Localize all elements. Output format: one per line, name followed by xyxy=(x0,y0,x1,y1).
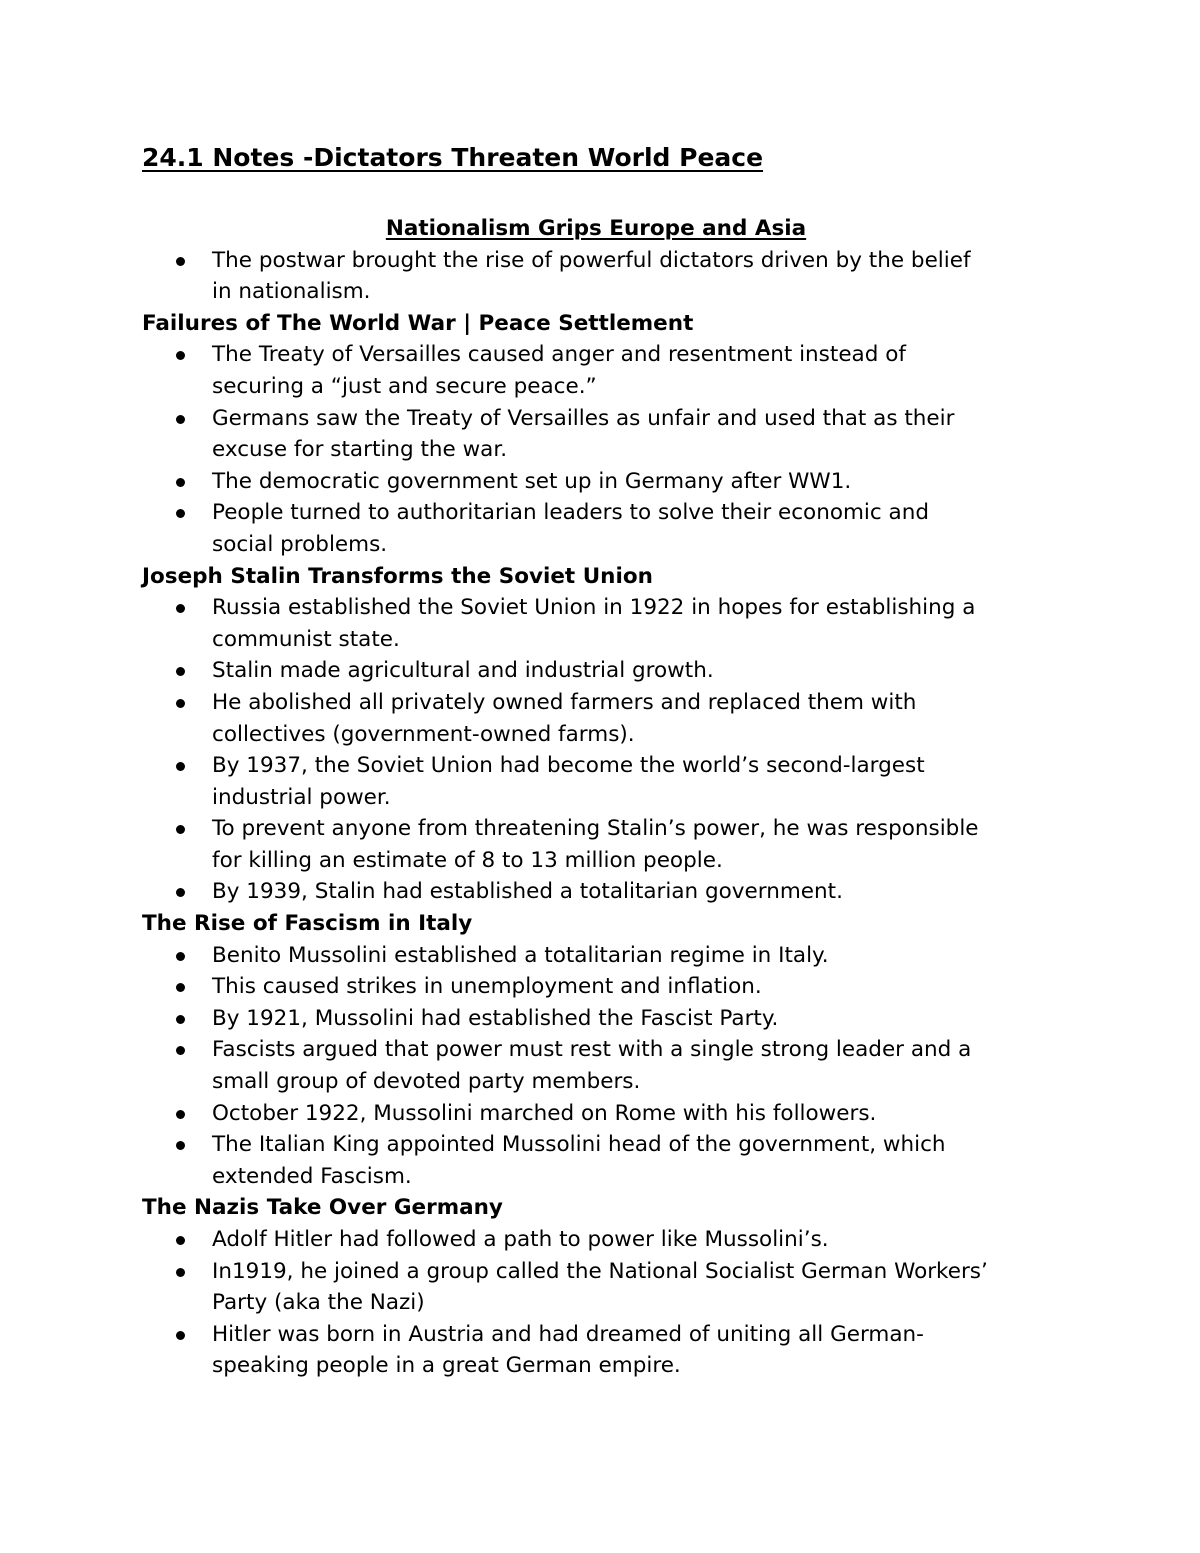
list-item xyxy=(142,1256,990,1319)
list-item xyxy=(142,403,990,466)
bullet-icon xyxy=(176,351,185,360)
list-item-text: By 1937, the Soviet Union had become the world’s second-largest industrial power. xyxy=(212,753,925,810)
list-item-text: Germans saw the Treaty of Versailles as unfair and used that as their excuse for starting the war. xyxy=(212,405,955,463)
list-item-text: To prevent anyone from threatening Stalin’s power, he was responsible for killing an estimate of 8 to 13 million people. xyxy=(212,816,979,873)
bullet-icon xyxy=(176,509,185,518)
bullet-icon xyxy=(176,825,185,834)
list-item-text: October 1922, Mussolini marched on Rome with his followers. xyxy=(212,1100,877,1126)
section-heading: Failures of The World War | Peace Settlement xyxy=(142,310,694,336)
list-item-text: Hitler was born in Austria and had dreamed of uniting all German-speaking people in a great German empire. xyxy=(212,1321,924,1379)
bullet-icon xyxy=(176,257,185,266)
bullet-icon xyxy=(176,1268,185,1277)
list-item-text: The postwar brought the rise of powerful dictators driven by the belief in nationalism. xyxy=(212,247,971,305)
list-item-text: By 1939, Stalin had established a totalitarian government. xyxy=(212,879,843,905)
list-item-text: People turned to authoritarian leaders to solve their economic and social problems. xyxy=(212,500,930,557)
list-item-text: The Treaty of Versailles caused anger and resentment instead of securing a “just and secure peace.” xyxy=(212,342,906,399)
list-item xyxy=(142,813,990,876)
bullet-icon xyxy=(176,1015,185,1024)
list-item-text: Benito Mussolini established a totalitarian regime in Italy. xyxy=(212,942,829,968)
list-item xyxy=(142,1319,990,1382)
list-item-text: Russia established the Soviet Union in 1922 in hopes for establishing a communist state. xyxy=(212,595,976,652)
bullet-icon xyxy=(176,1236,185,1245)
list-item-text: By 1921, Mussolini had established the Fascist Party. xyxy=(212,1005,779,1031)
list-item-text: Stalin made agricultural and industrial growth. xyxy=(212,658,714,684)
bullet-icon xyxy=(176,1331,185,1340)
section-bullet-list xyxy=(142,339,1080,560)
bullet-icon xyxy=(176,1110,185,1119)
section-heading: The Nazis Take Over Germany xyxy=(142,1195,503,1221)
bullet-icon xyxy=(176,1046,185,1055)
bullet-icon xyxy=(176,415,185,424)
bullet-icon xyxy=(176,983,185,992)
section-heading: Joseph Stalin Transforms the Soviet Union xyxy=(142,563,653,589)
bullet-icon xyxy=(176,478,185,487)
list-item xyxy=(142,971,990,1003)
bullet-icon xyxy=(176,952,185,961)
list-item xyxy=(142,245,990,308)
bullet-icon xyxy=(176,604,185,613)
bullet-icon xyxy=(176,762,185,771)
list-item xyxy=(142,1129,990,1192)
list-item xyxy=(142,750,990,813)
intro-heading: Nationalism Grips Europe and Asia xyxy=(385,216,807,241)
list-item-text: He abolished all privately owned farmers and replaced them with collectives (government-owned farms). xyxy=(212,689,917,747)
bullet-icon xyxy=(176,699,185,708)
list-item xyxy=(142,592,990,655)
list-item xyxy=(142,1034,990,1097)
list-item xyxy=(142,1003,990,1035)
list-item-text: In1919, he joined a group called the National Socialist German Workers’ Party (aka the Nazi) xyxy=(212,1258,988,1316)
page-title: 24.1 Notes -Dictators Threaten World Peace xyxy=(142,143,764,172)
section-bullet-list xyxy=(142,940,1080,1193)
list-item-text: Adolf Hitler had followed a path to power like Mussolini’s. xyxy=(212,1227,829,1252)
section-bullet-list xyxy=(142,1224,1080,1382)
list-item xyxy=(142,339,990,402)
list-item xyxy=(142,1224,990,1256)
list-item-text: This caused strikes in unemployment and inflation. xyxy=(212,974,762,1000)
list-item-text: The Italian King appointed Mussolini head of the government, which extended Fascism. xyxy=(212,1132,946,1189)
list-item xyxy=(142,655,990,687)
list-item xyxy=(142,1098,990,1130)
list-item-text: The democratic government set up in Germany after WW1. xyxy=(212,468,852,494)
list-item xyxy=(142,497,990,560)
list-item xyxy=(142,876,990,908)
list-item-text: Fascists argued that power must rest with a single strong leader and a small group of devoted party members. xyxy=(212,1037,972,1095)
bullet-icon xyxy=(176,667,185,676)
list-item xyxy=(142,687,990,750)
bullet-icon xyxy=(176,888,185,897)
section-bullet-list xyxy=(142,592,1080,908)
section-heading: The Rise of Fascism in Italy xyxy=(142,911,473,937)
list-item xyxy=(142,466,990,498)
list-item xyxy=(142,940,990,972)
bullet-icon xyxy=(176,1141,185,1150)
intro-bullet-list xyxy=(142,245,1080,308)
